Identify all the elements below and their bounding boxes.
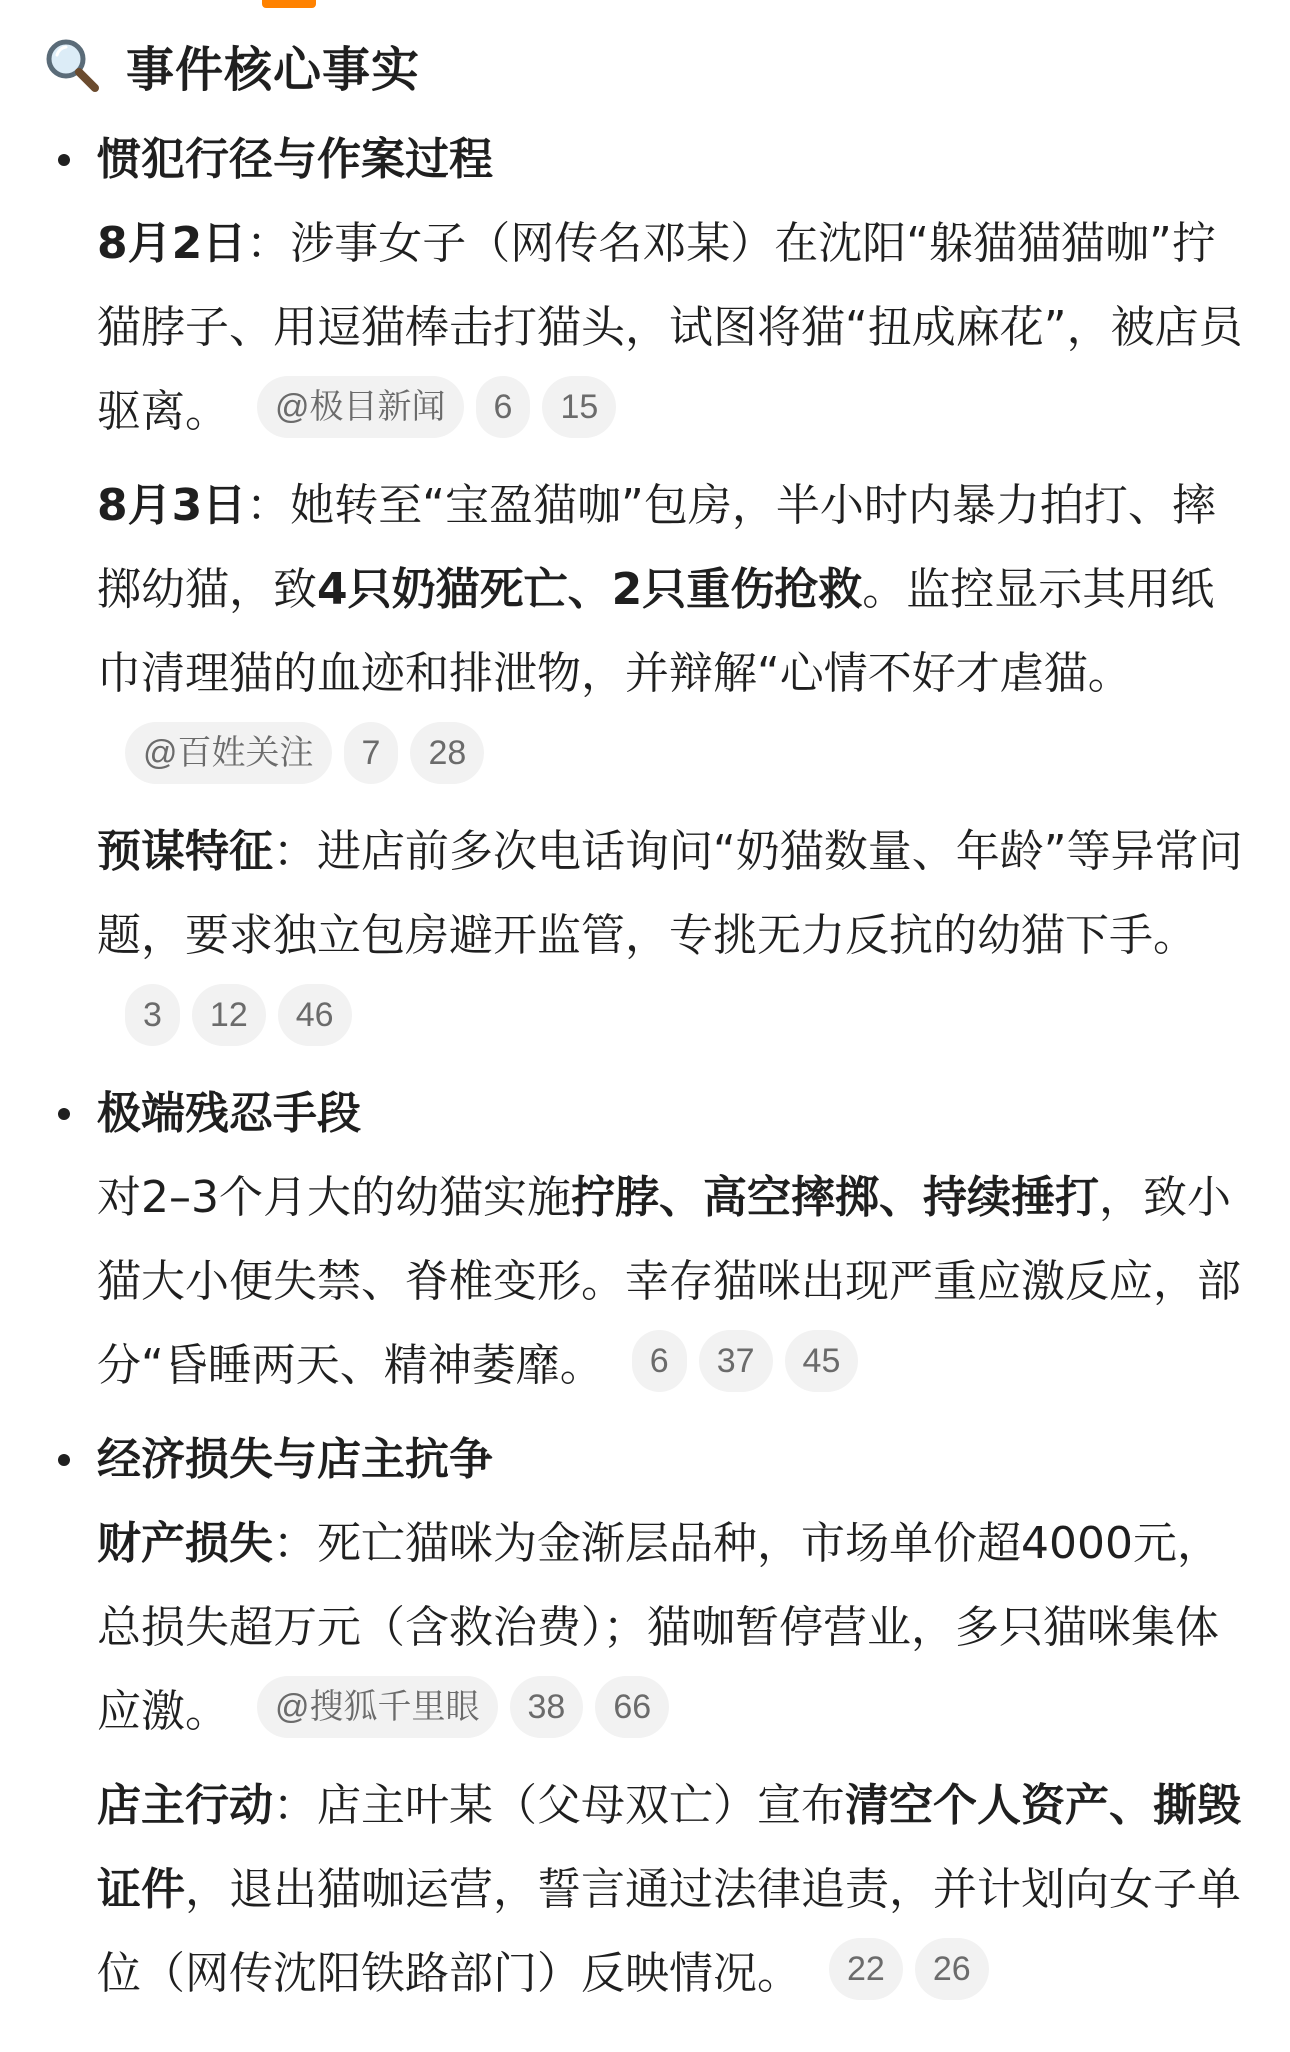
reference-number-chip[interactable]: 6 (476, 376, 531, 438)
reference-number-chip[interactable]: 15 (542, 376, 616, 438)
paragraph-text: 她转至“宝盈猫咖”包房，半小时内暴力拍打、摔掷幼猫，致 (97, 480, 1216, 615)
paragraph-text: ，退出猫咖运营，誓言通过法律追责，并计划向女子单位（网传沈阳铁路部门）反映情况。 (97, 1864, 1241, 1999)
paragraph-text: ，致小猫大小便失禁、脊椎变形。幸存猫咪出现严重应激反应，部分“昏睡两天、精神萎靡。 (97, 1172, 1241, 1391)
paragraph-label: 8月2日 (97, 218, 247, 269)
paragraph-text: 对2–3个月大的幼猫实施 (97, 1172, 571, 1223)
source-citation-chip[interactable]: @百姓关注 (125, 722, 332, 784)
reference-number-chip[interactable]: 26 (915, 1938, 989, 2000)
reference-number-chip[interactable]: 12 (192, 984, 266, 1046)
bullet-dot-icon (58, 154, 70, 166)
paragraph (97, 464, 1245, 800)
bullet-section (0, 1072, 1290, 1408)
label-separator: ： (273, 826, 317, 877)
bullet-dot-icon (58, 1454, 70, 1466)
paragraph (97, 1502, 1245, 1754)
reference-number-chip[interactable]: 46 (278, 984, 352, 1046)
paragraph-label: 预谋特征 (97, 826, 273, 877)
magnifier-icon (42, 35, 102, 95)
bullet-heading (0, 1072, 1290, 1156)
paragraph (97, 1156, 1245, 1408)
reference-number-chip[interactable]: 66 (595, 1676, 669, 1738)
paragraph-label: 店主行动 (97, 1780, 273, 1831)
paragraph (97, 202, 1245, 454)
reference-number-chip[interactable]: 38 (510, 1676, 584, 1738)
top-accent-bar (262, 0, 316, 8)
paragraph-text: 死亡猫咪为金渐层品种，市场单价超4000元，总损失超万元（含救治费）；猫咖暂停营业，多只猫咪集体应激。 (97, 1518, 1221, 1737)
reference-number-chip[interactable]: 3 (125, 984, 180, 1046)
paragraph-text: 进店前多次电话询问“奶猫数量、年龄”等异常问题，要求独立包房避开监管，专挑无力反抗的幼猫下手。 (97, 826, 1243, 961)
bullet-heading (0, 1418, 1290, 1502)
label-separator: ： (246, 480, 291, 531)
source-citation-chip[interactable]: @极目新闻 (257, 376, 464, 438)
bullet-heading (0, 118, 1290, 202)
paragraph (97, 810, 1245, 1062)
source-citation-chip[interactable]: @搜狐千里眼 (257, 1676, 498, 1738)
reference-number-chip[interactable]: 28 (410, 722, 484, 784)
reference-number-chip[interactable]: 37 (699, 1330, 773, 1392)
label-separator: ： (273, 1518, 317, 1569)
paragraph-text: 。监控显示其用纸巾清理猫的血迹和排泄物，并辩解“心情不好才虐猫。 (97, 564, 1215, 699)
reference-number-chip[interactable]: 22 (829, 1938, 903, 2000)
emphasis-text: 清空个人资产、撕毁证件 (97, 1780, 1241, 1915)
paragraph-label: 财产损失 (97, 1518, 273, 1569)
paragraph-label: 8月3日 (97, 480, 247, 531)
bullet-section (0, 118, 1290, 1062)
bullet-section (0, 1418, 1290, 2016)
emphasis-text: 4只奶猫死亡、2只重伤抢救 (317, 564, 863, 615)
paragraph-text: 涉事女子（网传名邓某）在沈阳“躲猫猫猫咖”拧猫脖子、用逗猫棒击打猫头，试图将猫“扭成麻花”，被店员驱离。 (97, 218, 1243, 437)
article-content (0, 118, 1290, 2026)
emphasis-text: 拧脖、高空摔掷、持续捶打 (571, 1172, 1099, 1223)
label-separator: ： (246, 218, 291, 269)
reference-number-chip[interactable]: 7 (344, 722, 399, 784)
bullet-dot-icon (58, 1108, 70, 1120)
reference-number-chip[interactable]: 45 (785, 1330, 859, 1392)
reference-number-chip[interactable]: 6 (632, 1330, 687, 1392)
page-title: 事件核心事实 (126, 41, 421, 98)
section-header (42, 30, 420, 100)
label-separator: ： (273, 1780, 317, 1831)
paragraph (97, 1764, 1245, 2016)
bullet-title: 经济损失与店主抗争 (97, 1434, 493, 1485)
bullet-title: 极端残忍手段 (97, 1088, 361, 1139)
bullet-title: 惯犯行径与作案过程 (97, 134, 493, 185)
paragraph-text: 店主叶某（父母双亡）宣布 (317, 1780, 845, 1831)
